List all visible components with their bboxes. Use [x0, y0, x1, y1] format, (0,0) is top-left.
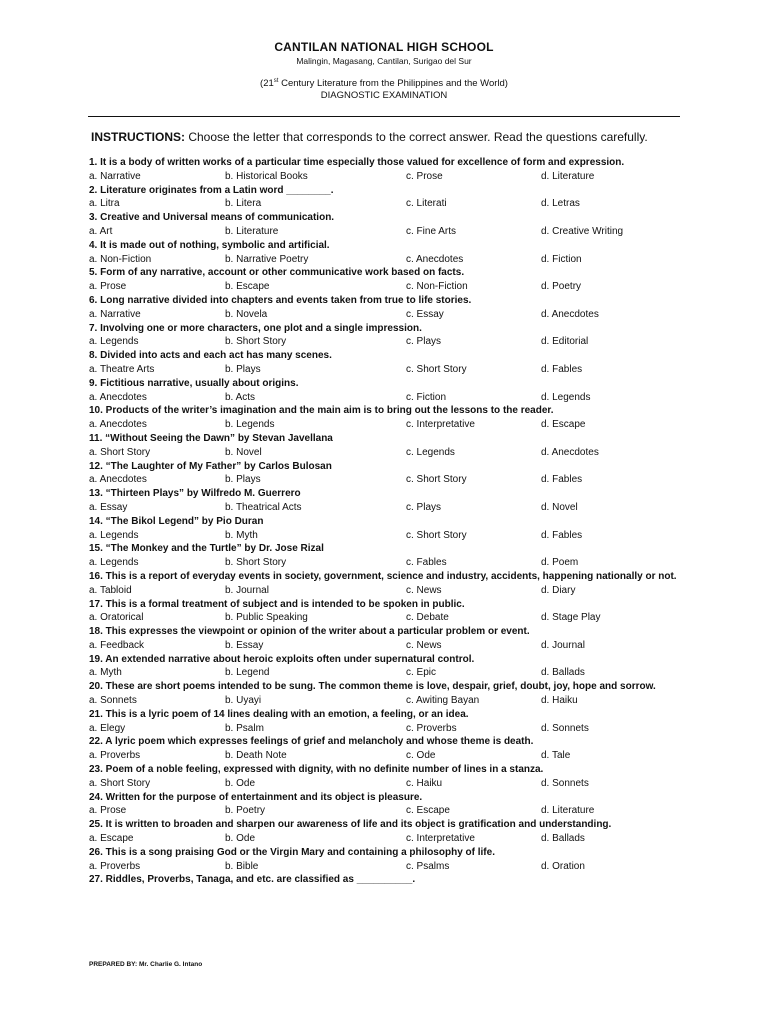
- answer-choice: c. News: [406, 639, 442, 651]
- question-item: [89, 791, 679, 819]
- question-text: 18. This expresses the viewpoint or opinion of the writer about a particular problem or event.: [89, 626, 530, 638]
- choice-row: [89, 529, 679, 543]
- answer-choice: b. Theatrical Acts: [225, 501, 302, 513]
- course-superscript: st: [273, 78, 279, 84]
- answer-choice: a. Anecdotes: [89, 391, 147, 403]
- answer-choice: c. Awiting Bayan: [406, 695, 480, 707]
- answer-choice: b. Uyayi: [225, 695, 262, 707]
- answer-choice: c. Short Story: [406, 363, 467, 375]
- question-item: [89, 653, 679, 681]
- question-item: [89, 349, 679, 377]
- answer-choice: a. Myth: [89, 667, 122, 679]
- choice-row: [89, 170, 679, 184]
- answer-choice: b. Short Story: [225, 336, 287, 348]
- answer-choice: a. Theatre Arts: [89, 363, 155, 375]
- question-text: 17. This is a formal treatment of subject and is intended to be spoken in public.: [89, 598, 465, 610]
- question-item: [89, 542, 679, 570]
- choice-row: [89, 749, 679, 763]
- answer-choice: a. Feedback: [89, 639, 145, 651]
- question-item: [89, 873, 679, 887]
- answer-choice: c. Interpretative: [406, 419, 475, 431]
- answer-choice: b. Public Speaking: [225, 612, 308, 624]
- choice-row: [89, 611, 679, 625]
- question-text: 16. This is a report of everyday events in society, government, science and industry, accidents, happening nationally or not.: [89, 570, 677, 582]
- answer-choice: c. News: [406, 584, 442, 596]
- answer-choice: b. Psalm: [225, 722, 264, 734]
- question-item: [89, 708, 679, 736]
- question-text: 21. This is a lyric poem of 14 lines dealing with an emotion, a feeling, or an idea.: [89, 708, 469, 720]
- answer-choice: a. Prose: [89, 281, 127, 293]
- choice-row: [89, 694, 679, 708]
- answer-choice: c. Legends: [406, 446, 455, 458]
- question-item: [89, 735, 679, 763]
- question-item: [89, 570, 679, 598]
- question-item: [89, 460, 679, 488]
- choice-row: [89, 225, 679, 239]
- answer-choice: d. Journal: [541, 639, 585, 651]
- school-name: CANTILAN NATIONAL HIGH SCHOOL: [274, 40, 494, 54]
- answer-choice: a. Tabloid: [89, 584, 132, 596]
- answer-choice: b. Novela: [225, 308, 268, 320]
- answer-choice: a. Escape: [89, 833, 134, 845]
- question-item: [89, 680, 679, 708]
- question-item: [89, 432, 679, 460]
- answer-choice: d. Anecdotes: [541, 446, 599, 458]
- answer-choice: d. Letras: [541, 198, 580, 210]
- choice-row: [89, 308, 679, 322]
- answer-choice: c. Epic: [406, 667, 437, 679]
- question-item: [89, 846, 679, 874]
- question-item: [89, 322, 679, 350]
- answer-choice: b. Novel: [225, 446, 262, 458]
- question-text: 7. Involving one or more characters, one plot and a single impression.: [89, 322, 422, 334]
- answer-choice: d. Literature: [541, 170, 595, 182]
- answer-choice: b. Short Story: [225, 557, 287, 569]
- answer-choice: c. Interpretative: [406, 833, 475, 845]
- answer-choice: a. Anecdotes: [89, 474, 147, 486]
- answer-choice: b. Journal: [225, 584, 269, 596]
- answer-choice: b. Essay: [225, 639, 264, 651]
- question-text: 20. These are short poems intended to be sung. The common theme is love, despair, grief, doubt, joy, hope and sorrow.: [89, 681, 656, 693]
- header-divider: [88, 116, 680, 117]
- choice-row: [89, 418, 679, 432]
- question-list: [89, 156, 679, 887]
- answer-choice: a. Elegy: [89, 722, 126, 734]
- answer-choice: d. Fables: [541, 363, 583, 375]
- question-text: 13. “Thirteen Plays” by Wilfredo M. Guerrero: [89, 488, 301, 500]
- answer-choice: d. Poetry: [541, 281, 582, 293]
- choice-row: [89, 446, 679, 460]
- answer-choice: d. Novel: [541, 501, 578, 513]
- answer-choice: d. Fables: [541, 529, 583, 541]
- answer-choice: c. Essay: [406, 308, 444, 320]
- question-item: [89, 404, 679, 432]
- answer-choice: b. Historical Books: [225, 170, 308, 182]
- question-text: 11. “Without Seeing the Dawn” by Stevan Javellana: [89, 432, 333, 444]
- answer-choice: c. Short Story: [406, 529, 467, 541]
- answer-choice: b. Bible: [225, 860, 259, 872]
- course-prefix: (21: [260, 78, 274, 90]
- choice-row: [89, 722, 679, 736]
- question-text: 9. Fictitious narrative, usually about origins.: [89, 377, 299, 389]
- answer-choice: a. Prose: [89, 805, 127, 817]
- answer-choice: d. Creative Writing: [541, 225, 624, 237]
- answer-choice: b. Death Note: [225, 750, 287, 762]
- question-text: 8. Divided into acts and each act has many scenes.: [89, 350, 332, 362]
- answer-choice: a. Sonnets: [89, 695, 137, 707]
- choice-row: [89, 832, 679, 846]
- answer-choice: a. Art: [89, 225, 113, 237]
- question-text: 4. It is made out of nothing, symbolic and artificial.: [89, 239, 330, 251]
- answer-choice: d. Fables: [541, 474, 583, 486]
- answer-choice: a. Proverbs: [89, 750, 141, 762]
- answer-choice: c. Short Story: [406, 474, 467, 486]
- answer-choice: c. Plays: [406, 501, 442, 513]
- choice-row: [89, 363, 679, 377]
- answer-choice: c. Prose: [406, 170, 443, 182]
- choice-row: [89, 584, 679, 598]
- answer-choice: b. Plays: [225, 474, 261, 486]
- answer-choice: a. Oratorical: [89, 612, 144, 624]
- answer-choice: b. Literature: [225, 225, 279, 237]
- answer-choice: c. Escape: [406, 805, 450, 817]
- answer-choice: a. Anecdotes: [89, 419, 147, 431]
- school-address: Malingin, Magasang, Cantilan, Surigao del Sur: [296, 56, 472, 66]
- answer-choice: c. Literati: [406, 198, 447, 210]
- answer-choice: d. Oration: [541, 860, 585, 872]
- question-text: 2. Literature originates from a Latin word ________.: [89, 184, 334, 196]
- answer-choice: d. Sonnets: [541, 777, 589, 789]
- course-suffix: Century Literature from the Philippines and the World): [278, 78, 508, 90]
- question-item: [89, 598, 679, 626]
- choice-row: [89, 335, 679, 349]
- question-text: 24. Written for the purpose of entertainment and its object is pleasure.: [89, 791, 423, 803]
- course-title: [0, 78, 768, 89]
- question-item: [89, 487, 679, 515]
- question-text: 26. This is a song praising God or the Virgin Mary and containing a philosophy of life.: [89, 846, 495, 858]
- answer-choice: b. Plays: [225, 363, 261, 375]
- answer-choice: a. Narrative: [89, 170, 141, 182]
- question-item: [89, 294, 679, 322]
- answer-choice: c. Non-Fiction: [406, 281, 468, 293]
- answer-choice: b. Narrative Poetry: [225, 253, 309, 265]
- answer-choice: a. Narrative: [89, 308, 141, 320]
- answer-choice: c. Ode: [406, 750, 436, 762]
- question-item: [89, 156, 679, 184]
- choice-row: [89, 473, 679, 487]
- answer-choice: a. Essay: [89, 501, 128, 513]
- question-text: 3. Creative and Universal means of communication.: [89, 212, 335, 224]
- question-text: 14. “The Bikol Legend” by Pio Duran: [89, 515, 264, 527]
- answer-choice: c. Debate: [406, 612, 449, 624]
- question-text: 23. Poem of a noble feeling, expressed with dignity, with no definite number of lines in a stanza.: [89, 764, 544, 776]
- answer-choice: c. Haiku: [406, 777, 443, 789]
- answer-choice: a. Short Story: [89, 446, 151, 458]
- instructions: [91, 130, 648, 144]
- choice-row: [89, 804, 679, 818]
- answer-choice: b. Ode: [225, 833, 256, 845]
- question-text: 15. “The Monkey and the Turtle” by Dr. Jose Rizal: [89, 543, 324, 555]
- answer-choice: d. Editorial: [541, 336, 589, 348]
- question-text: 27. Riddles, Proverbs, Tanaga, and etc. are classified as __________.: [89, 874, 416, 886]
- answer-choice: d. Legends: [541, 391, 591, 403]
- answer-choice: c. Psalms: [406, 860, 450, 872]
- choice-row: [89, 280, 679, 294]
- question-text: 5. Form of any narrative, account or other communicative work based on facts.: [89, 267, 465, 279]
- answer-choice: b. Litera: [225, 198, 262, 210]
- instructions-text: Choose the letter that corresponds to the correct answer. Read the questions carefully.: [185, 130, 648, 144]
- answer-choice: d. Anecdotes: [541, 308, 599, 320]
- answer-choice: a. Non-Fiction: [89, 253, 152, 265]
- choice-row: [89, 666, 679, 680]
- answer-choice: d. Sonnets: [541, 722, 589, 734]
- question-item: [89, 184, 679, 212]
- prepared-by: PREPARED BY: Mr. Charlie G. Intano: [89, 961, 203, 968]
- answer-choice: d. Diary: [541, 584, 576, 596]
- answer-choice: d. Tale: [541, 750, 571, 762]
- choice-row: [89, 391, 679, 405]
- question-text: 25. It is written to broaden and sharpen our awareness of life and its object is gratification and understanding.: [89, 819, 612, 831]
- question-text: 6. Long narrative divided into chapters and events taken from true to life stories.: [89, 294, 472, 306]
- choice-row: [89, 639, 679, 653]
- answer-choice: c. Fables: [406, 557, 447, 569]
- question-text: 12. “The Laughter of My Father” by Carlos Bulosan: [89, 460, 332, 472]
- answer-choice: c. Fiction: [406, 391, 447, 403]
- answer-choice: b. Escape: [225, 281, 270, 293]
- choice-row: [89, 253, 679, 267]
- answer-choice: b. Acts: [225, 391, 256, 403]
- answer-choice: d. Haiku: [541, 695, 578, 707]
- question-item: [89, 266, 679, 294]
- answer-choice: b. Myth: [225, 529, 258, 541]
- choice-row: [89, 556, 679, 570]
- answer-choice: a. Legends: [89, 336, 139, 348]
- answer-choice: c. Proverbs: [406, 722, 457, 734]
- answer-choice: b. Poetry: [225, 805, 266, 817]
- answer-choice: a. Legends: [89, 529, 139, 541]
- question-text: 22. A lyric poem which expresses feelings of grief and melancholy and whose theme is death.: [89, 736, 534, 748]
- answer-choice: a. Legends: [89, 557, 139, 569]
- choice-row: [89, 197, 679, 211]
- answer-choice: c. Fine Arts: [406, 225, 457, 237]
- answer-choice: d. Ballads: [541, 667, 585, 679]
- choice-row: [89, 860, 679, 874]
- answer-choice: d. Escape: [541, 419, 586, 431]
- instructions-label: INSTRUCTIONS:: [91, 130, 185, 144]
- question-item: [89, 239, 679, 267]
- answer-choice: a. Proverbs: [89, 860, 141, 872]
- answer-choice: b. Legend: [225, 667, 270, 679]
- answer-choice: a. Litra: [89, 198, 120, 210]
- exam-title: DIAGNOSTIC EXAMINATION: [320, 90, 448, 101]
- answer-choice: c. Anecdotes: [406, 253, 464, 265]
- question-text: 10. Products of the writer’s imagination and the main aim is to bring out the lessons to the reader.: [89, 405, 554, 417]
- answer-choice: b. Ode: [225, 777, 256, 789]
- choice-row: [89, 501, 679, 515]
- question-text: 19. An extended narrative about heroic exploits often under supernatural control.: [89, 653, 475, 665]
- answer-choice: d. Stage Play: [541, 612, 601, 624]
- answer-choice: c. Plays: [406, 336, 442, 348]
- question-item: [89, 625, 679, 653]
- choice-row: [89, 777, 679, 791]
- answer-choice: d. Fiction: [541, 253, 582, 265]
- answer-choice: a. Short Story: [89, 777, 151, 789]
- answer-choice: d. Ballads: [541, 833, 585, 845]
- question-item: [89, 377, 679, 405]
- answer-choice: b. Legends: [225, 419, 275, 431]
- question-item: [89, 818, 679, 846]
- question-item: [89, 515, 679, 543]
- question-item: [89, 211, 679, 239]
- question-item: [89, 763, 679, 791]
- answer-choice: d. Literature: [541, 805, 595, 817]
- question-text: 1. It is a body of written works of a particular time especially those valued for excellence of form and expression.: [89, 157, 625, 168]
- answer-choice: d. Poem: [541, 557, 579, 569]
